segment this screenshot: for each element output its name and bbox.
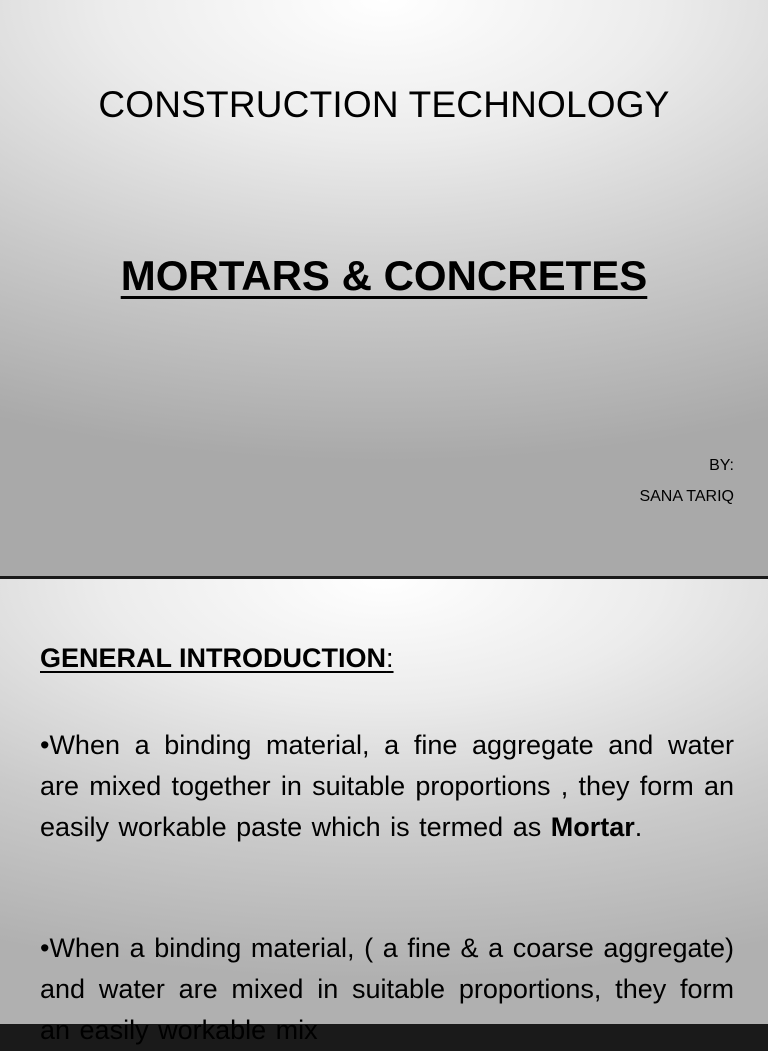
paragraph-mortar-text: •When a binding material, a fine aggregate and water are mixed together in suitable proportions , they form an easily workable paste which is termed as — [40, 730, 734, 842]
section-heading-colon: : — [386, 643, 394, 673]
term-mortar: Mortar — [550, 812, 635, 842]
paragraph-mortar-end: . — [634, 812, 643, 842]
course-title: CONSTRUCTION TECHNOLOGY — [98, 84, 670, 125]
section-heading — [40, 643, 394, 674]
introduction-slide — [0, 579, 768, 1045]
author-name: SANA TARIQ — [639, 488, 734, 505]
main-title: MORTARS & CONCRETES — [120, 252, 648, 299]
section-heading-text: GENERAL INTRODUCTION — [40, 643, 387, 673]
by-label: BY: — [709, 457, 734, 474]
paragraph-mortar — [40, 725, 734, 848]
paragraph-concrete — [40, 928, 734, 1051]
paragraph-concrete-text: •When a binding material, ( a fine & a coarse aggregate) and water are mixed in suitable proportions, they form an easily workable mix — [40, 933, 734, 1045]
